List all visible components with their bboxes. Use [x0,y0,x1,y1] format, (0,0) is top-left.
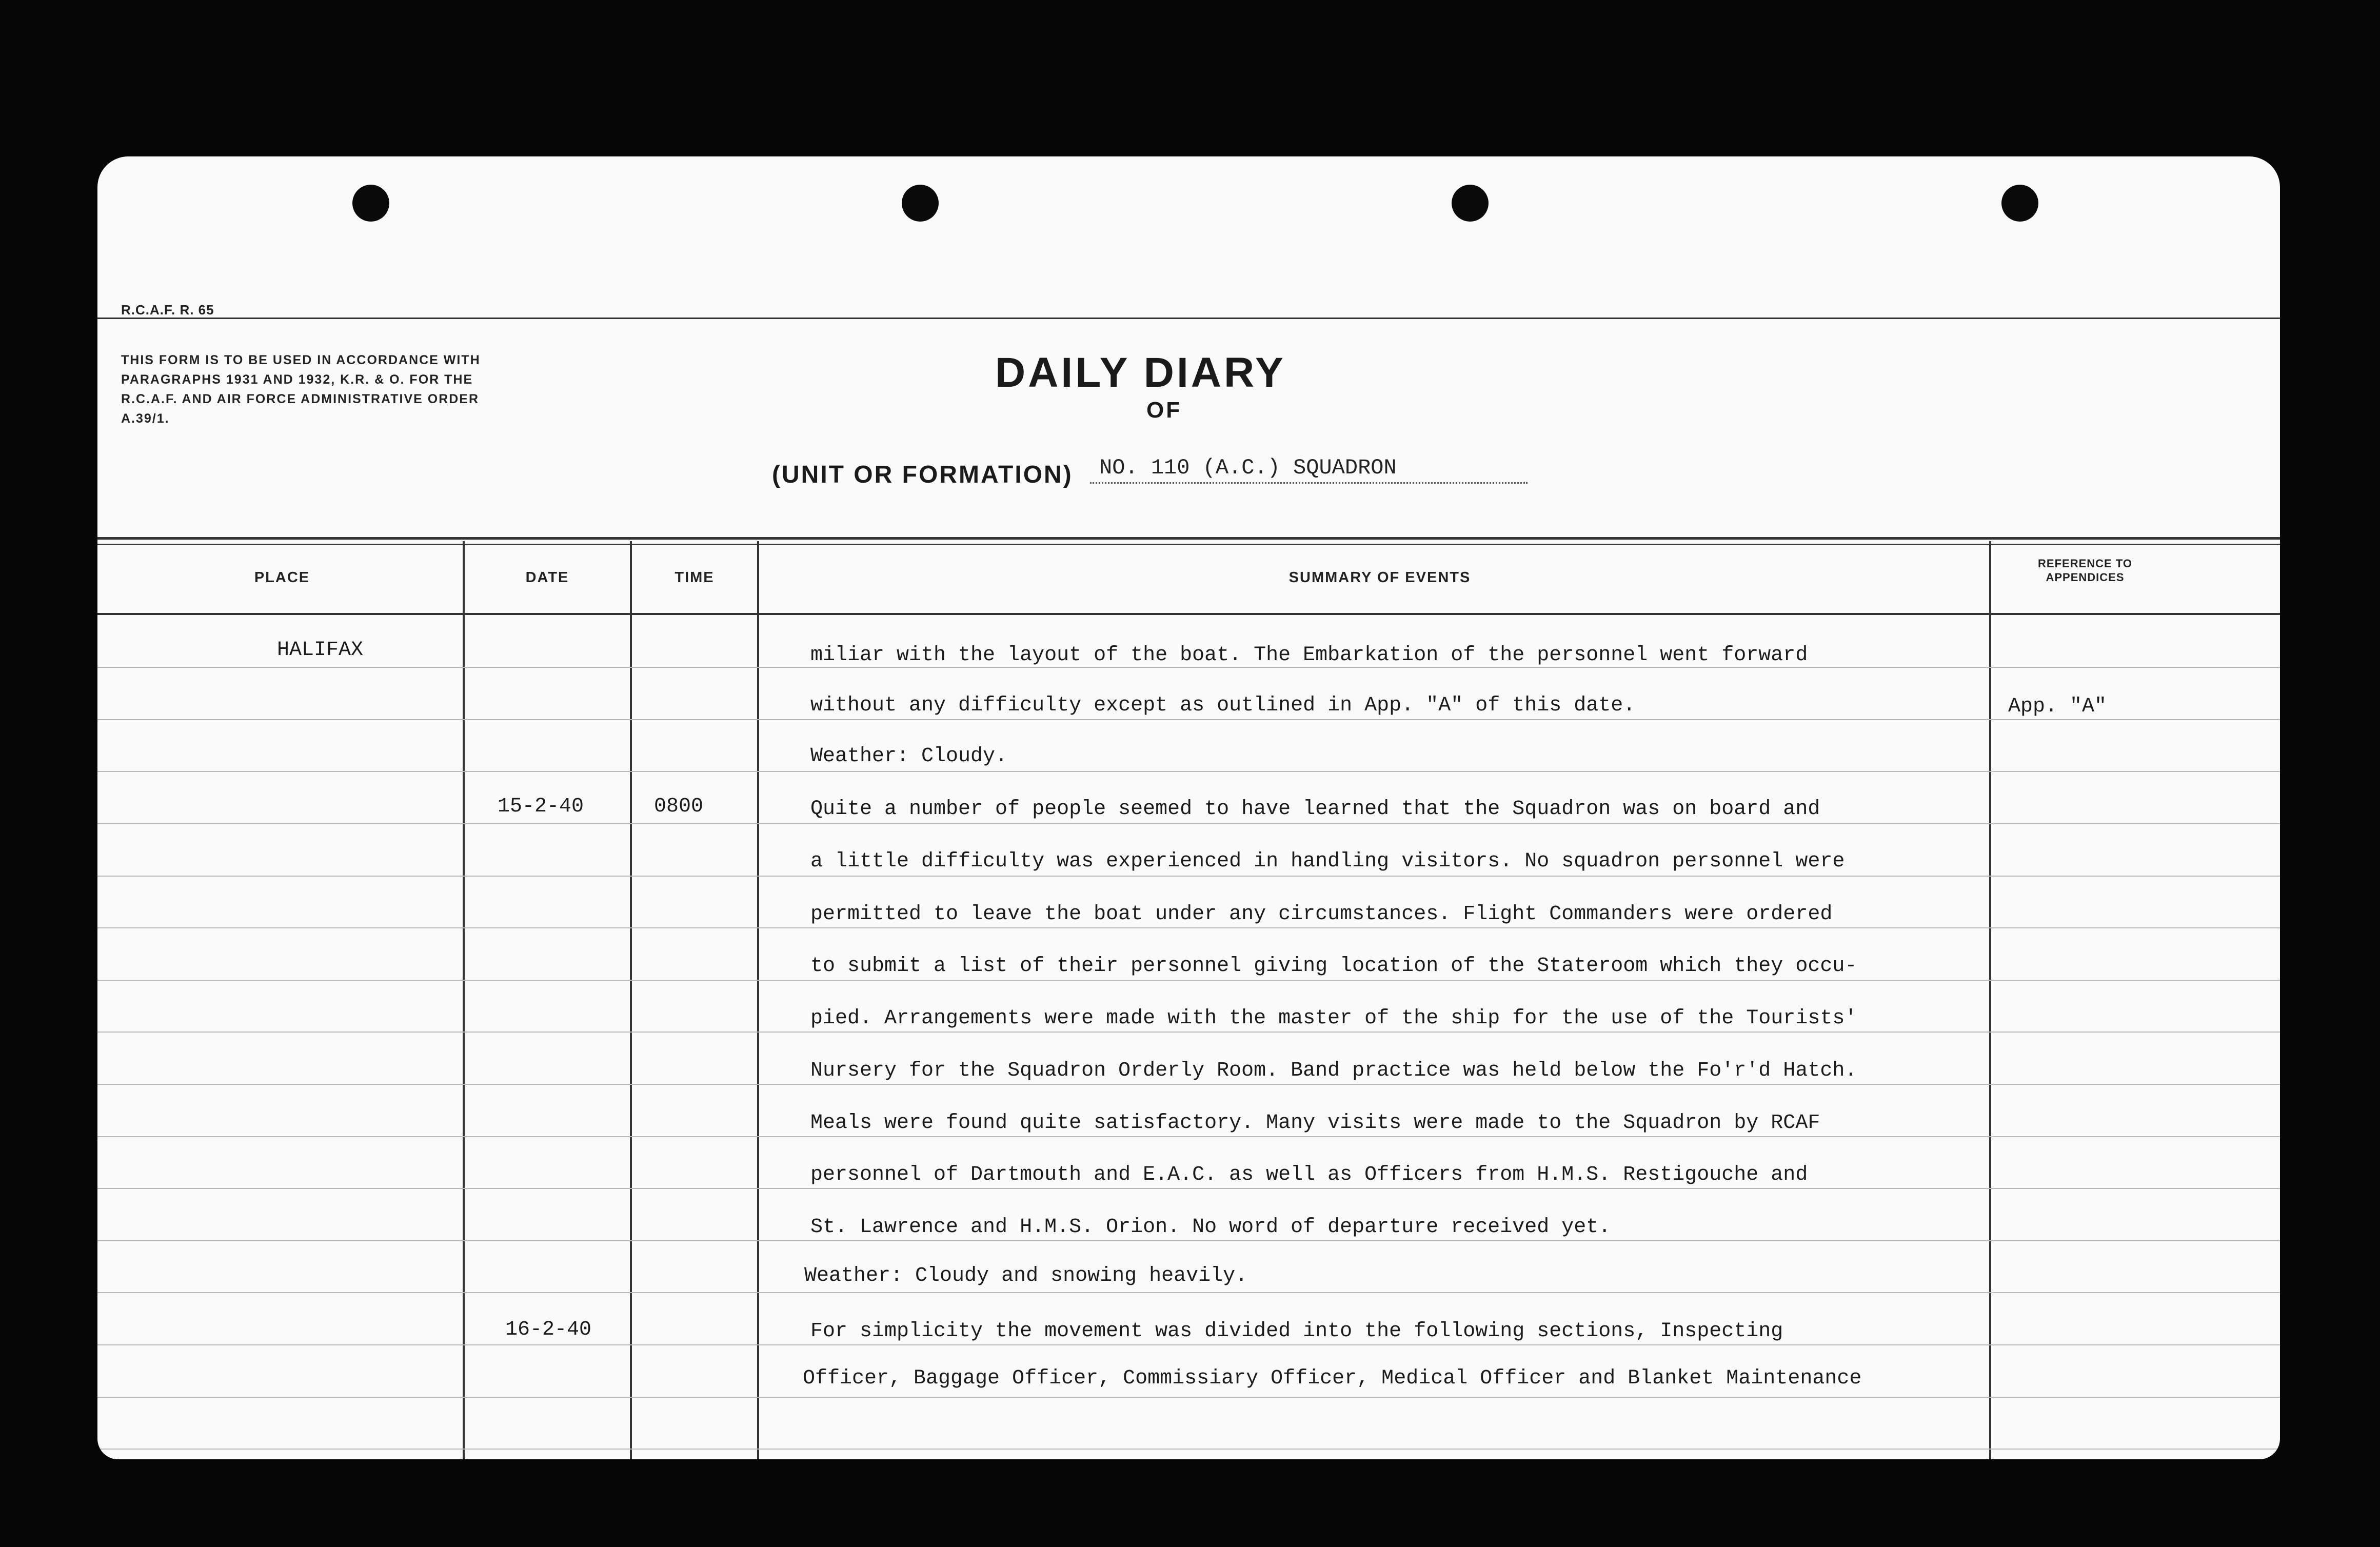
unit-label: (UNIT OR FORMATION) [772,461,1073,488]
entry-date-1: 15-2-40 [498,795,584,818]
entry-time-1: 0800 [654,795,704,818]
summary-line: personnel of Dartmouth and E.A.C. as well as Officers from H.M.S. Restigouche and [810,1163,1808,1186]
summary-line: For simplicity the movement was divided into the following sections, Inspecting [810,1320,1783,1343]
column-header-place: PLACE [254,569,310,586]
column-divider-date [630,541,632,1459]
column-divider-time [757,541,759,1459]
header-bottom-rule [97,613,2280,615]
summary-line: Meals were found quite satisfactory. Many visits were made to the Squadron by RCAF [810,1112,1820,1135]
diary-sheet [97,156,2280,1459]
summary-line: miliar with the layout of the boat. The Embarkation of the personnel went forward [810,644,1808,667]
header-top-rule [97,318,2280,319]
column-divider-summary [1989,541,1991,1459]
punch-hole-4 [2001,185,2038,222]
summary-line: without any difficulty except as outlined in App. "A" of this date. [810,694,1636,717]
summary-line: to submit a list of their personnel giving location of the Stateroom which they occu- [810,955,1857,978]
form-number: R.C.A.F. R. 65 [121,302,214,318]
summary-line: Weather: Cloudy. [810,745,1008,768]
column-header-time: TIME [675,569,715,586]
column-header-summary: SUMMARY OF EVENTS [1288,569,1471,586]
column-header-reference: REFERENCE TO APPENDICES [2038,557,2132,584]
entry-date-2: 16-2-40 [505,1318,592,1341]
summary-line: Nursery for the Squadron Orderly Room. Band practice was held below the Fo'r'd Hatch. [810,1059,1857,1082]
summary-line: a little difficulty was experienced in handling visitors. No squadron personnel were [810,850,1845,873]
title-of: OF [1146,398,1182,423]
summary-line: Officer, Baggage Officer, Commissiary Officer, Medical Officer and Blanket Maintenance [803,1367,1862,1390]
summary-line: pied. Arrangements were made with the master of the ship for the use of the Tourists' [810,1007,1857,1030]
punch-hole-2 [902,185,939,222]
unit-value: NO. 110 (A.C.) SQUADRON [1090,455,1528,484]
summary-line: St. Lawrence and H.M.S. Orion. No word of departure received yet. [810,1216,1611,1239]
column-header-date: DATE [525,569,569,586]
table-top-rule-2 [97,544,2280,545]
summary-line: permitted to leave the boat under any circumstances. Flight Commanders were ordered [810,903,1833,926]
summary-line: Quite a number of people seemed to have learned that the Squadron was on board and [810,798,1820,821]
entry-place: HALIFAX [277,639,364,662]
entry-reference: App. "A" [2008,695,2107,718]
column-divider-place [463,541,465,1459]
page-title: DAILY DIARY [995,349,1286,396]
form-instructions: THIS FORM IS TO BE USED IN ACCORDANCE WITH PARAGRAPHS 1931 AND 1932, K.R. & O. FOR THE R.C.A.F. AND AIR FORCE ADMINISTRATIVE ORDER A.39/1. [121,353,481,426]
punch-hole-3 [1452,185,1489,222]
table-top-rule [97,537,2280,540]
summary-line: Weather: Cloudy and snowing heavily. [804,1264,1248,1287]
punch-hole-1 [352,185,389,222]
